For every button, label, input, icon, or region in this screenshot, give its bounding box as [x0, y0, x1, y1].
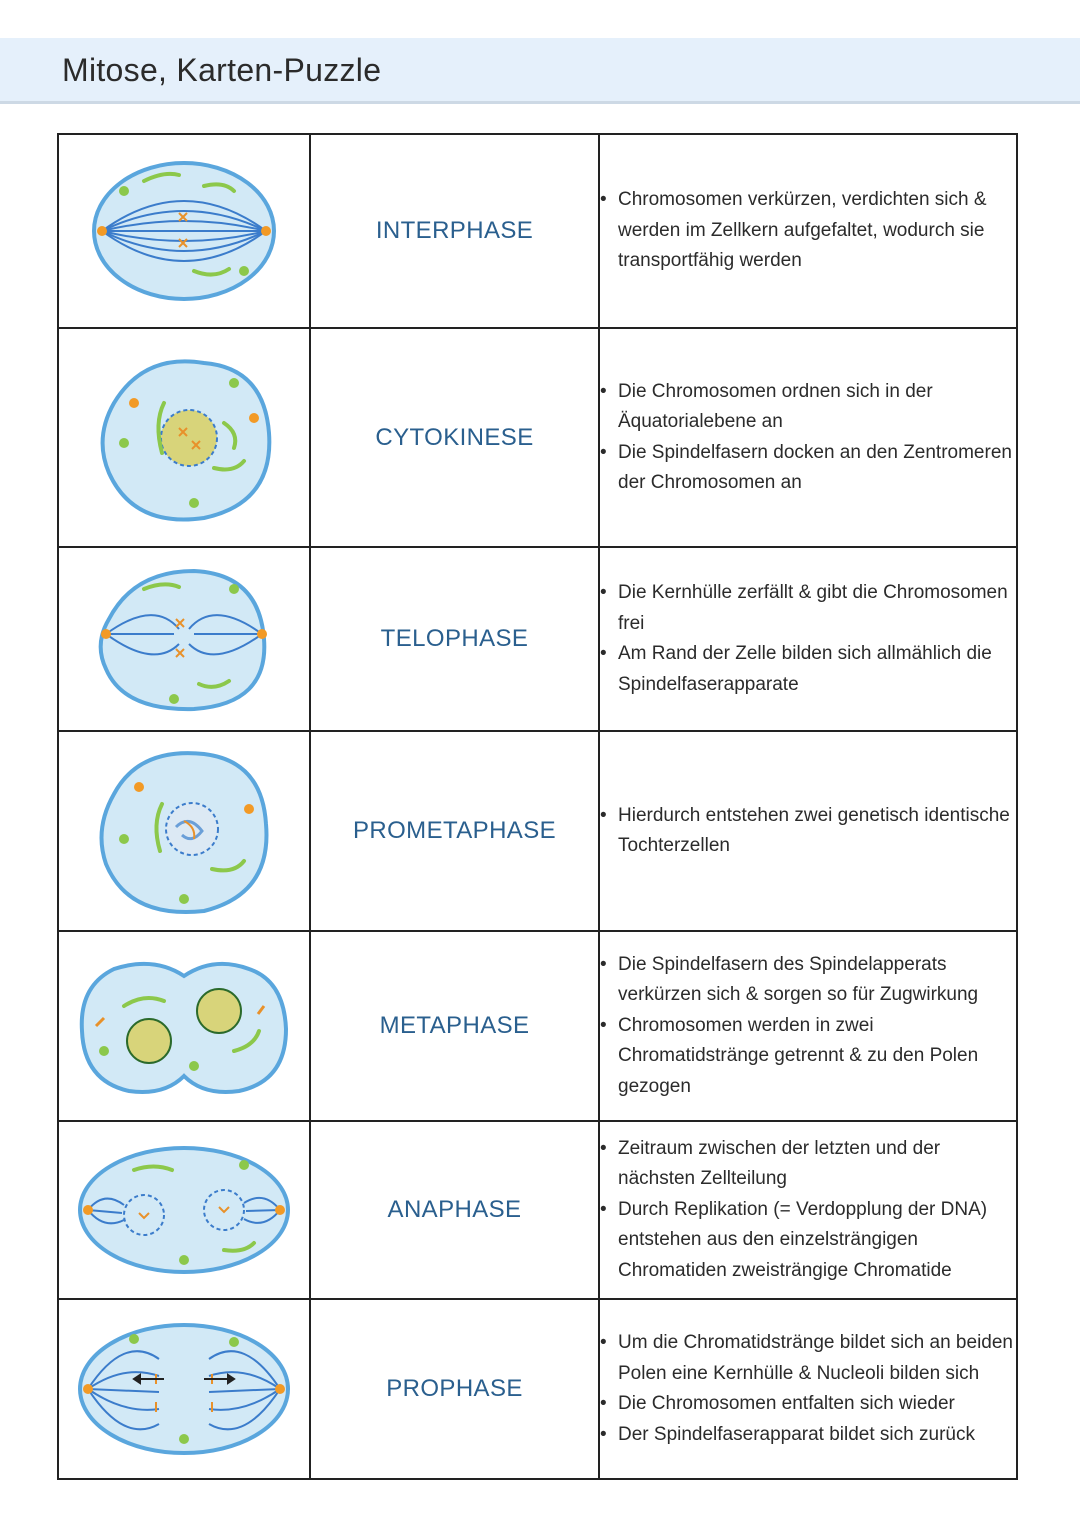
description-item: • Chromosomen verkürzen, verdichten sich & werden im Zellkern aufgefaltet, wodurch sie transportfähig werden [600, 185, 1016, 277]
cell-prophase-icon [84, 343, 284, 533]
image-cell [58, 931, 310, 1121]
image-cell [58, 1121, 310, 1299]
image-cell [58, 1299, 310, 1479]
phase-label: INTERPHASE [310, 134, 599, 328]
phase-label: PROPHASE [310, 1299, 599, 1479]
description-cell [599, 328, 1017, 547]
header-bar [0, 38, 1080, 104]
image-cell [58, 731, 310, 931]
description-item: • Die Chromosomen ordnen sich in der Äquatorialebene an [600, 377, 1016, 438]
table-row [58, 731, 1017, 931]
image-cell [58, 328, 310, 547]
cell-prometaphase-icon [84, 559, 284, 719]
table-row [58, 931, 1017, 1121]
description-cell [599, 547, 1017, 731]
description-item: • Die Kernhülle zerfällt & gibt die Chromosomen frei [600, 578, 1016, 639]
description-cell [599, 134, 1017, 328]
table-row [58, 1299, 1017, 1479]
image-cell [58, 547, 310, 731]
description-cell [599, 1299, 1017, 1479]
table-row [58, 134, 1017, 328]
description-item: • Um die Chromatidstränge bildet sich an beiden Polen eine Kernhülle & Nucleoli bilden sich [600, 1328, 1016, 1389]
table-row [58, 547, 1017, 731]
phase-label: PROMETAPHASE [310, 731, 599, 931]
description-item: • Die Spindelfasern des Spindelapperats verkürzen sich & sorgen so für Zugwirkung [600, 950, 1016, 1011]
description-item: • Die Chromosomen entfalten sich wieder [600, 1389, 1016, 1420]
cell-cytokinesis-icon [74, 951, 294, 1101]
cell-metaphase-icon [84, 151, 284, 311]
cell-early-prophase-icon [84, 739, 284, 924]
table-row [58, 1121, 1017, 1299]
image-cell [58, 134, 310, 328]
table-row [58, 328, 1017, 547]
description-item: • Die Spindelfasern docken an den Zentromeren der Chromosomen an [600, 438, 1016, 499]
puzzle-table [57, 133, 1018, 1480]
description-item: • Durch Replikation (= Verdopplung der DNA) entstehen aus den einzelsträngigen Chromatiden zweisträngige Chromatide [600, 1195, 1016, 1287]
description-item: • Am Rand der Zelle bilden sich allmählich die Spindelfaserapparate [600, 639, 1016, 700]
description-item: • Der Spindelfaserapparat bildet sich zurück [600, 1420, 1016, 1451]
description-cell [599, 1121, 1017, 1299]
phase-label: TELOPHASE [310, 547, 599, 731]
cell-telophase-icon [74, 1135, 294, 1285]
description-item: • Chromosomen werden in zwei Chromatidstränge getrennt & zu den Polen gezogen [600, 1011, 1016, 1103]
description-cell [599, 731, 1017, 931]
phase-label: ANAPHASE [310, 1121, 599, 1299]
page-title: Mitose, Karten-Puzzle [62, 52, 382, 88]
description-item: • Zeitraum zwischen der letzten und der nächsten Zellteilung [600, 1134, 1016, 1195]
phase-label: CYTOKINESE [310, 328, 599, 547]
phase-label: METAPHASE [310, 931, 599, 1121]
description-item: • Hierdurch entstehen zwei genetisch identische Tochterzellen [600, 801, 1016, 862]
cell-anaphase-icon [74, 1314, 294, 1464]
description-cell [599, 931, 1017, 1121]
